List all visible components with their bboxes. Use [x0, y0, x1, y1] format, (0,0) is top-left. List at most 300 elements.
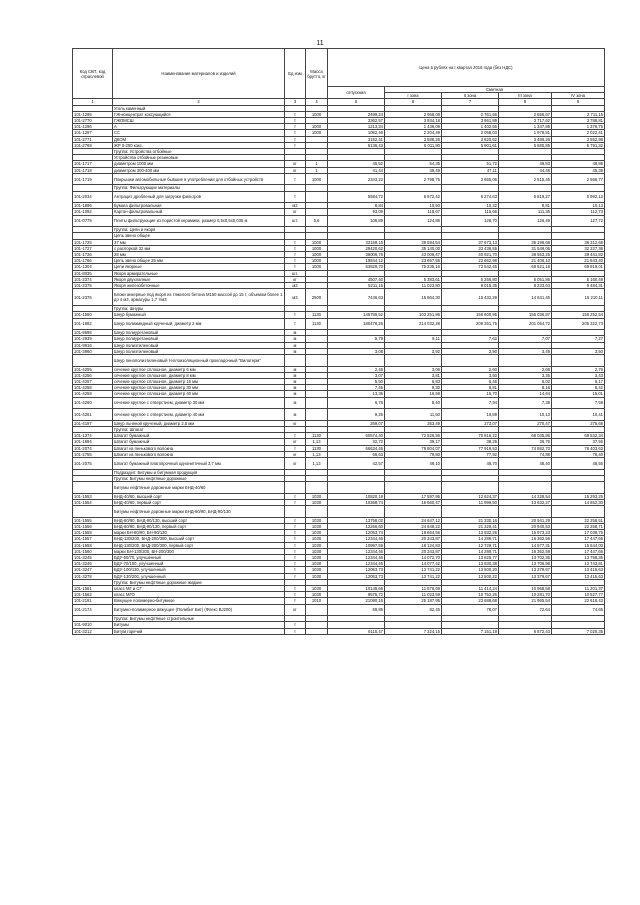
cell-zone-price-4: 13 743,81 — [552, 561, 605, 567]
cell-zone-price-2: 6 274,63 — [442, 191, 499, 203]
cell-name: Шпагат бумажный — [113, 433, 285, 439]
header-zone-1: I зона — [385, 93, 442, 99]
cell-code: 101-4257 — [73, 379, 113, 385]
cell-unit: т — [285, 573, 306, 579]
cell-zone-price-4: 36 312,68 — [552, 239, 605, 245]
cell-mass — [306, 482, 328, 494]
cell-zone-price-4: 48,86 — [552, 161, 605, 167]
cell-code: 101-4197 — [73, 420, 113, 426]
table-row — [73, 215, 605, 227]
cell-unit: т — [285, 245, 306, 251]
cell-name: ГЖОМСШ — [113, 118, 285, 124]
cell-release-price: 45,52 — [328, 161, 385, 167]
cell-zone-price-1: 214 032,28 — [385, 318, 442, 330]
cell-zone-price-2: 10 752,26 — [442, 592, 499, 598]
cell-unit: т — [285, 173, 306, 185]
cell-code — [73, 482, 113, 494]
header-zone-4: IV зона — [552, 93, 605, 99]
cell-release-price: 5,50 — [328, 379, 385, 385]
cell-unit: м — [285, 379, 306, 385]
cell-zone-price-3: 5 051,86 — [499, 276, 552, 282]
cell-release-price: 269,07 — [328, 420, 385, 426]
cell-unit: т — [285, 592, 306, 598]
cell-zone-price-2: 3 620,62 — [442, 136, 499, 142]
cell-zone-price-2: 70 816,22 — [442, 433, 499, 439]
cell-unit: м — [285, 409, 306, 421]
cell-mass: 1000 — [306, 258, 328, 264]
cell-zone-price-2: 8,81 — [442, 385, 499, 391]
cell-unit: м — [285, 330, 306, 336]
cell-zone-price-3: 49,83 — [499, 161, 552, 167]
cell-unit: м — [285, 366, 306, 372]
cell-zone-price-1: 13 741,22 — [385, 573, 442, 579]
header-estimate: Сметная — [385, 87, 605, 93]
cell-zone-price-2: 5 901,61 — [442, 142, 499, 148]
cell-zone-price-3: 31 549,06 — [499, 245, 552, 251]
cell-name: Шнур бумажный — [113, 312, 285, 318]
cell-zone-price-4: 37,55 — [552, 439, 605, 445]
cell-zone-price-1: 14 072,70 — [385, 554, 442, 560]
cell-code: 101-1092 — [73, 209, 113, 215]
cell-unit: м — [285, 372, 306, 378]
cell-code: 101-1557 — [73, 536, 113, 542]
cell-unit: кг — [285, 420, 306, 426]
cell-name: сечение круглое сплошное, диаметр 15 мм — [113, 379, 285, 385]
cell-zone-price-3: 6 872,43 — [499, 628, 552, 634]
cell-unit: кг — [285, 451, 306, 457]
cell-zone-price-3: 21 406,10 — [499, 258, 552, 264]
cell-zone-price-1: 18 664,56 — [385, 530, 442, 536]
cell-zone-price-1: 3,92 — [385, 348, 442, 354]
col-num: 5 — [328, 99, 385, 105]
cell-zone-price-2: 2 058,03 — [442, 130, 499, 136]
cell-zone-price-4: 15 544,00 — [552, 542, 605, 548]
cell-mass: 1000 — [306, 130, 328, 136]
cell-zone-price-1: 54,35 — [385, 161, 442, 167]
cell-zone-price-4: 32 227,36 — [552, 245, 605, 251]
cell-zone-price-3: 38 553,25 — [499, 252, 552, 258]
cell-unit: т — [285, 536, 306, 542]
cell-zone-price-1: 6 672,42 — [385, 191, 442, 203]
cell-mass: 1030 — [306, 554, 328, 560]
cell-release-price: 5136,43 — [328, 142, 385, 148]
cell-mass: 1030 — [306, 499, 328, 505]
table-row — [73, 458, 605, 470]
cell-zone-price-2: 12 729,71 — [442, 542, 499, 548]
cell-unit: шт. — [285, 215, 306, 227]
col-num: 7 — [442, 99, 499, 105]
cell-name: БДУ-130/200, улучшенный — [113, 573, 285, 579]
cell-code: 101-2174 — [73, 604, 113, 616]
cell-zone-price-3: 14 841,45 — [499, 289, 552, 306]
cell-zone-price-4: 17 447,66 — [552, 536, 605, 542]
cell-zone-price-3: 36,76 — [499, 439, 552, 445]
cell-zone-price-1: 11 023,59 — [385, 592, 442, 598]
cell-code: 101-2376 — [73, 289, 113, 306]
cell-zone-price-1: 20 343,87 — [385, 536, 442, 542]
cell-unit: кг — [285, 209, 306, 215]
cell-zone-price-4: 7,59 — [552, 397, 605, 409]
cell-code: 101-1560 — [73, 548, 113, 554]
cell-zone-price-1: 13 741,22 — [385, 567, 442, 573]
cell-zone-price-2: 38,25 — [442, 439, 499, 445]
cell-zone-price-2: 15 432,29 — [442, 289, 499, 306]
cell-zone-price-4: 15 210,11 — [552, 289, 605, 306]
cell-mass: 1030 — [306, 561, 328, 567]
cell-code: 101-3960 — [73, 348, 113, 354]
cell-release-price: 3362,57 — [328, 118, 385, 124]
cell-zone-price-2: 115,66 — [442, 209, 499, 215]
cell-code: 101-1694 — [73, 439, 113, 445]
cell-code: 101-1556 — [73, 523, 113, 529]
cell-zone-price-2: 13 932,26 — [442, 530, 499, 536]
cell-code: 101-4259 — [73, 391, 113, 397]
cell-mass: 1030 — [306, 493, 328, 499]
cell-unit: т — [285, 542, 306, 548]
cell-code: 101-4258 — [73, 385, 113, 391]
cell-unit: м — [285, 391, 306, 397]
cell-zone-price-3: 72,64 — [499, 604, 552, 616]
cell-zone-price-4: 7,27 — [552, 336, 605, 342]
cell-zone-price-4: 17 447,66 — [552, 548, 605, 554]
cell-name: БНД-130/200, БНД-200/300, первый сорт — [113, 542, 285, 548]
col-num: 8 — [499, 99, 552, 105]
cell-release-price: 10145,66 — [328, 585, 385, 591]
cell-zone-price-4 — [552, 482, 605, 494]
cell-zone-price-4: 13 415,63 — [552, 567, 605, 573]
cell-zone-price-2: 37 673,13 — [442, 239, 499, 245]
cell-release-price: 2499,24 — [328, 111, 385, 117]
cell-zone-price-2: 23 688,68 — [442, 598, 499, 604]
cell-group-name: Группа: Шпагат — [113, 427, 285, 433]
cell-unit: т — [285, 567, 306, 573]
cell-zone-price-3 — [499, 506, 552, 518]
cell-release-price: 12344,46 — [328, 536, 385, 542]
cell-zone-price-1: 8,11 — [385, 336, 442, 342]
cell-zone-price-3: 14 228,54 — [499, 493, 552, 499]
cell-name: Шпагат бумажный влагопрочный однониточный 3,7 мм — [113, 458, 285, 470]
cell-name: сечение круглое с отверстием, диаметр 40 мм — [113, 409, 285, 421]
cell-name: Шнур полиамидный крученый, диаметр 2 мм — [113, 318, 285, 330]
cell-code — [73, 355, 113, 367]
cell-zone-price-2: 7 151,19 — [442, 628, 499, 634]
col-num: 4 — [306, 99, 328, 105]
cell-unit: т — [285, 517, 306, 523]
cell-name: марки БН-130/200, БН-200/300 — [113, 548, 285, 554]
cell-code: 101-3246 — [73, 561, 113, 567]
cell-release-price: 9575,72 — [328, 592, 385, 598]
cell-name: БНД-60/90, БНД-90/130, высший сорт — [113, 517, 285, 523]
cell-zone-price-2 — [442, 506, 499, 518]
cell-zone-price-4: 10,41 — [552, 409, 605, 421]
cell-zone-price-4: 112,73 — [552, 209, 605, 215]
cell-name: СС — [113, 130, 285, 136]
cell-zone-price-2: 1 402,55 — [442, 124, 499, 130]
cell-zone-price-4: 2 022,41 — [552, 130, 605, 136]
cell-zone-price-4: 74,65 — [552, 604, 605, 616]
cell-name: сечение круглое сплошное, диаметр 6 мм — [113, 366, 285, 372]
cell-code: 101-1561 — [73, 585, 113, 591]
cell-zone-price-4: 22 258,51 — [552, 517, 605, 523]
cell-zone-price-1: 6 011,80 — [385, 142, 442, 148]
cell-unit — [285, 482, 306, 494]
cell-zone-price-3: 13 379,67 — [499, 573, 552, 579]
cell-zone-price-1: 124,86 — [385, 215, 442, 227]
cell-mass — [306, 355, 328, 367]
cell-zone-price-3: 14,64 — [499, 391, 552, 397]
cell-zone-price-2: 13 500,20 — [442, 567, 499, 573]
cell-zone-price-1 — [385, 355, 442, 367]
cell-release-price: 145789,52 — [328, 312, 385, 318]
cell-zone-price-1: 25 187,95 — [385, 598, 442, 604]
cell-name: Антрацит дробленый для загрузки фильтров — [113, 191, 285, 203]
cell-unit: кг — [285, 604, 306, 616]
cell-release-price: 1062,46 — [328, 130, 385, 136]
table-row — [73, 289, 605, 306]
cell-mass: 1030 — [306, 548, 328, 554]
cell-mass: 5,6 — [306, 215, 328, 227]
cell-zone-price-2: 3,90 — [442, 348, 499, 354]
cell-zone-price-1: 3 588,26 — [385, 136, 442, 142]
cell-name: Битумы — [113, 622, 285, 628]
cell-zone-price-3: 15 973,23 — [499, 530, 552, 536]
cell-mass: 1130 — [306, 445, 328, 451]
cell-zone-price-3: 270,47 — [499, 420, 552, 426]
cell-name: Цепь звено общее 25 мм — [113, 258, 285, 264]
cell-zone-price-2: 209 261,75 — [442, 318, 499, 330]
cell-code: 101-1374 — [73, 433, 113, 439]
cell-zone-price-4: 11 201,37 — [552, 585, 605, 591]
cell-zone-price-3: 3 486,26 — [499, 136, 552, 142]
cell-unit: т — [285, 530, 306, 536]
header-zone-2: II зона — [442, 93, 499, 99]
cell-unit: т — [285, 264, 306, 270]
cell-zone-price-4: 275,68 — [552, 420, 605, 426]
cell-zone-price-3: 16 362,56 — [499, 536, 552, 542]
cell-zone-price-4: 2,76 — [552, 366, 605, 372]
cell-zone-price-3: 7,38 — [499, 397, 552, 409]
cell-zone-price-3: 5 819,27 — [499, 191, 552, 203]
cell-zone-price-4: 1 376,75 — [552, 124, 605, 130]
cell-zone-price-4: 3 552,98 — [552, 136, 605, 142]
cell-zone-price-4: 76,40 — [552, 451, 605, 457]
cell-name: Шнур полиэтиленовый — [113, 348, 285, 354]
cell-unit: т — [285, 554, 306, 560]
cell-zone-price-1: 79,80 — [385, 451, 442, 457]
cell-code: 101-2034 — [73, 191, 113, 203]
cell-mass: 1000 — [306, 239, 328, 245]
cell-mass — [306, 506, 328, 518]
col-num: 2 — [113, 99, 285, 105]
cell-zone-price-4: 69 532,34 — [552, 433, 605, 439]
cell-release-price: 6,76 — [328, 397, 385, 409]
table-body — [73, 105, 605, 634]
cell-code: 101-2191 — [73, 598, 113, 604]
cell-zone-price-2: 9 015,35 — [442, 283, 499, 289]
cell-zone-price-4: 5 160,49 — [552, 276, 605, 282]
cell-code: 101-1562 — [73, 592, 113, 598]
table-row — [73, 604, 605, 616]
cell-zone-price-3: 13 706,98 — [499, 561, 552, 567]
cell-zone-price-1: 18 124,83 — [385, 542, 442, 548]
cell-name: Шнур полиуретановый — [113, 336, 285, 342]
table-row — [73, 191, 605, 203]
cell-zone-price-1: 39,17 — [385, 439, 442, 445]
cell-zone-price-2: 72 542,45 — [442, 264, 499, 270]
cell-name: Битумы нефтяные дорожные марки БНД-60/90, БНД-90/130 — [113, 506, 285, 518]
cell-code: 101-3212 — [73, 628, 113, 634]
cell-zone-price-3: 3,49 — [499, 348, 552, 354]
cell-code: 101-2939 — [73, 336, 113, 342]
cell-zone-price-2: 13 500,22 — [442, 573, 499, 579]
cell-zone-price-3: 8,18 — [499, 385, 552, 391]
cell-code: 101-2755 — [73, 451, 113, 457]
cell-release-price: 12053,73 — [328, 567, 385, 573]
cell-mass — [306, 604, 328, 616]
cell-zone-price-3: 6,02 — [499, 379, 552, 385]
cell-name: Битумы нефтяные дорожные марки БНД-40/60 — [113, 482, 285, 494]
cell-release-price: 9,26 — [328, 409, 385, 421]
col-num: 6 — [385, 99, 442, 105]
cell-zone-price-2: 22 662,98 — [442, 258, 499, 264]
cell-name: Шпагат из пенькового волокна — [113, 451, 285, 457]
cell-zone-price-4: 21 843,40 — [552, 258, 605, 264]
cell-name: диаметром 300-400 мм — [113, 167, 285, 173]
cell-code: 101-1717 — [73, 161, 113, 167]
cell-unit: т — [285, 142, 306, 148]
cell-zone-price-3: 48,40 — [499, 458, 552, 470]
cell-zone-price-4: 2 711,15 — [552, 111, 605, 117]
cell-release-price: 41,44 — [328, 167, 385, 173]
cell-zone-price-2: 78,07 — [442, 604, 499, 616]
cell-name: Шнур пенополиэтиленовый теплоизоляционный прокладочный "Вилатерм" — [113, 355, 285, 367]
cell-code: 101-2771 — [73, 136, 113, 142]
cell-mass: 1130 — [306, 433, 328, 439]
cell-zone-price-2 — [442, 482, 499, 494]
cell-zone-price-1: 103 251,86 — [385, 312, 442, 318]
cell-unit: т — [285, 318, 306, 330]
cell-zone-price-3: 3,35 — [499, 372, 552, 378]
cell-zone-price-3: 10 968,58 — [499, 585, 552, 591]
cell-group-name: Группа: Битумы нефтяные дорожные жидкие — [113, 579, 285, 585]
cell-code: 101-4261 — [73, 409, 113, 421]
cell-zone-price-1: 16,59 — [385, 391, 442, 397]
cell-unit: м — [285, 397, 306, 409]
cell-mass: 1000 — [306, 252, 328, 258]
cell-mass: 1030 — [306, 530, 328, 536]
cell-release-price: 7,46 — [328, 385, 385, 391]
cell-zone-price-3: 10,13 — [499, 409, 552, 421]
cell-zone-price-4: 48,55 — [552, 458, 605, 470]
cell-release-price: 12344,46 — [328, 548, 385, 554]
cell-mass: 1000 — [306, 264, 328, 270]
cell-zone-price-4: 45,39 — [552, 167, 605, 173]
cell-zone-price-2: 77,92 — [442, 451, 499, 457]
cell-unit — [285, 506, 306, 518]
cell-zone-price-1: 3,06 — [385, 366, 442, 372]
cell-name: Блоки анкерные под якоря из тяжелого бетона М150 массой до 15 т, объемом более 1 до 4 м3, арматуры 1,7 т/м3 — [113, 289, 285, 306]
cell-zone-price-2: 11 414,24 — [442, 585, 499, 591]
header-code: Код СКП, код отраслевой — [73, 49, 113, 99]
cell-release-price: 21080,16 — [328, 598, 385, 604]
cell-zone-price-4: 8,42 — [552, 385, 605, 391]
cell-unit: кг — [285, 167, 306, 173]
cell-zone-price-1: 16 660,47 — [385, 499, 442, 505]
cell-unit — [285, 355, 306, 367]
cell-zone-price-4: 39 441,82 — [552, 252, 605, 258]
cell-zone-price-1: 11 676,69 — [385, 585, 442, 591]
cell-mass: 1000 — [306, 124, 328, 130]
cell-release-price — [328, 482, 385, 494]
cell-mass: 1000 — [306, 173, 328, 185]
cell-zone-price-2: 40 921,70 — [442, 252, 499, 258]
cell-zone-price-3: 44,48 — [499, 167, 552, 173]
cell-zone-price-1: 2 958,08 — [385, 111, 442, 117]
cell-zone-price-4: 15,01 — [552, 391, 605, 397]
cell-mass: 1,13 — [306, 439, 328, 445]
cell-mass: 1030 — [306, 517, 328, 523]
header-unit: Ед изм — [285, 49, 306, 99]
cell-zone-price-2: 7,94 — [442, 397, 499, 409]
cell-mass: 1030 — [306, 536, 328, 542]
cell-unit: т — [285, 312, 306, 318]
cell-release-price: 106,89 — [328, 215, 385, 227]
cell-zone-price-3: 68 521,18 — [499, 264, 552, 270]
cell-zone-price-4: 14 652,30 — [552, 499, 605, 505]
cell-unit: т — [285, 561, 306, 567]
cell-zone-price-1: 72 526,56 — [385, 433, 442, 439]
cell-name: сечение круглое с отверстием, диаметр 30 мм — [113, 397, 285, 409]
cell-zone-price-3: 14 577,31 — [499, 542, 552, 548]
cell-code: 101-3278 — [73, 573, 113, 579]
cell-zone-price-1: 23 657,55 — [385, 258, 442, 264]
cell-unit: м — [285, 336, 306, 342]
cell-name: Шпагат бумажный — [113, 439, 285, 445]
cell-zone-price-3: 201 054,72 — [499, 318, 552, 330]
cell-code: 101-1719 — [73, 173, 113, 185]
cell-name: БДУ-100/130, улучшенный — [113, 567, 285, 573]
cell-zone-price-3: 155 036,87 — [499, 312, 552, 318]
cell-code: 101-9698 — [73, 330, 113, 336]
cell-unit: т — [285, 585, 306, 591]
cell-zone-price-1: 17 597,95 — [385, 493, 442, 499]
cell-name: с распоркой 32 мм — [113, 245, 285, 251]
cell-zone-price-2: 13 830,38 — [442, 561, 499, 567]
cell-name: класс МГО — [113, 592, 285, 598]
cell-name: ЖР 0-200 кокс. — [113, 142, 285, 148]
cell-zone-price-3: 74,88 — [499, 451, 552, 457]
cell-name: Шпагат из пенькового волокна — [113, 445, 285, 451]
cell-zone-price-3: 10 281,70 — [499, 592, 552, 598]
cell-name: Цепи якорные — [113, 264, 285, 270]
cell-release-price: 36006,76 — [328, 252, 385, 258]
cell-release-price: 63829,70 — [328, 264, 385, 270]
cell-zone-price-4: 22 258,71 — [552, 523, 605, 529]
cell-zone-price-4 — [552, 355, 605, 367]
cell-zone-price-2: 14 289,71 — [442, 536, 499, 542]
cell-zone-price-1: 82,45 — [385, 604, 442, 616]
cell-mass — [306, 628, 328, 634]
cell-code: 101-2074 — [73, 445, 113, 451]
cell-mass — [306, 191, 328, 203]
cell-unit: т — [285, 136, 306, 142]
cell-unit: т — [285, 622, 306, 628]
cell-code — [73, 506, 113, 518]
header-name: Наименование материалов и изделий — [113, 49, 285, 99]
cell-code: 101-2769 — [73, 142, 113, 148]
cell-code: 101-1696 — [73, 203, 113, 209]
cell-zone-price-1: 49,10 — [385, 458, 442, 470]
